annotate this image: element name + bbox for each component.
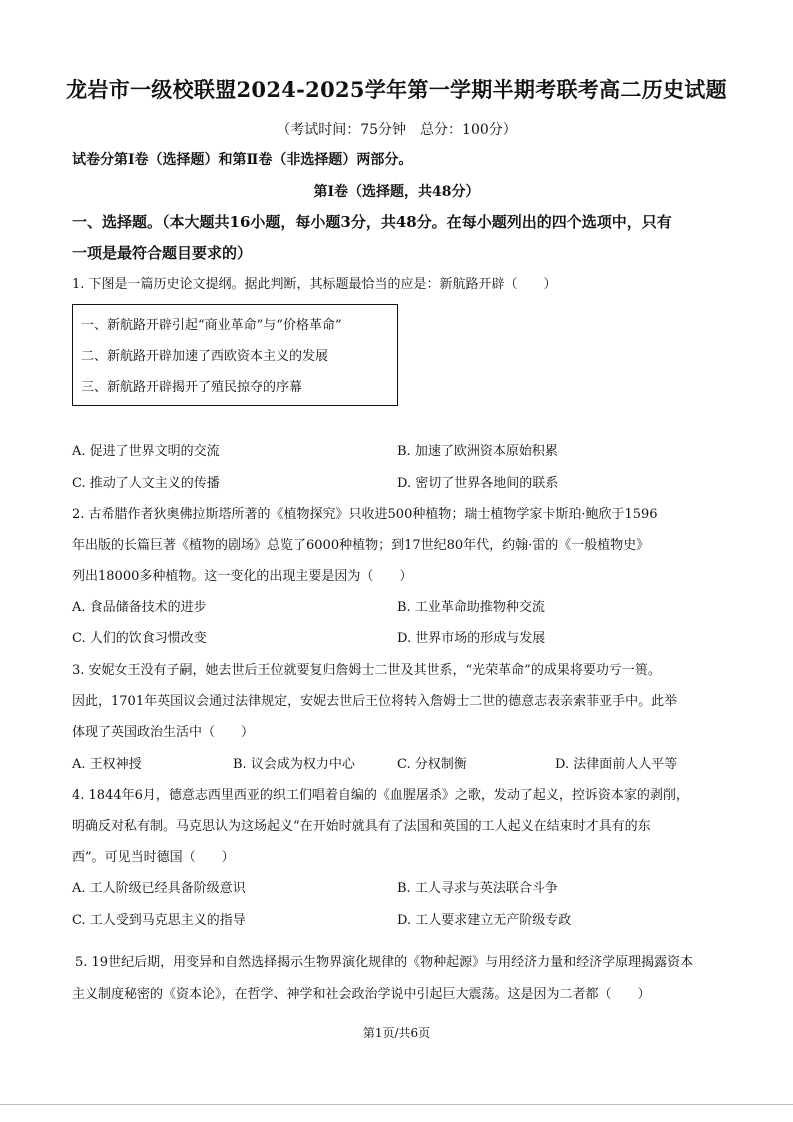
intro-text: 试卷分第Ⅰ卷（选择题）和第Ⅱ卷（非选择题）两部分。 [72,152,413,168]
q4-stem-line2: 明确反对私有制。马克思认为这场起义“在开始时就具有了法国和英国的工人起义在结束时才具有的东 [72,819,651,834]
exam-title: 龙岩市一级校联盟2024-2025学年第一学期半期考联考高二历史试题 [66,77,727,102]
q2-option-c: C. 人们的饮食习惯改变 [72,631,207,646]
q2-option-d: D. 世界市场的形成与发展 [397,631,546,646]
q3-option-a: A. 王权神授 [72,757,142,772]
q3-option-c: C. 分权制衡 [397,757,467,772]
q1-option-d: D. 密切了世界各地间的联系 [397,476,559,491]
q4-option-c: C. 工人受到马克思主义的指导 [72,913,246,928]
q4-stem-line1: 4. 1844年6月，德意志西里西亚的织工们唱着自编的《血腥屠杀》之歌，发动了起义，控诉资本家的剥削， [72,788,689,803]
q3-option-b: B. 议会成为权力中心 [233,757,355,772]
q3-stem-line2: 因此，1701年英国议会通过法律规定，安妮去世后王位将转入詹姆士二世的德意志表亲索菲亚手中。此举 [72,694,678,709]
q2-stem-line2: 年出版的长篇巨著《植物的剧场》总览了6000种植物；到17世纪80年代，约翰·雷的《一般植物史》 [72,538,650,553]
outline-item: 二、新航路开辟加速了西欧资本主义的发展 [81,349,329,364]
page-bottom-rule [0,1104,793,1105]
part1-title: 第Ⅰ卷（选择题，共48分） [313,184,480,200]
q1-option-a: A. 促进了世界文明的交流 [72,444,220,459]
q4-option-a: A. 工人阶级已经具备阶级意识 [72,881,246,896]
outline-item: 三、新航路开辟揭开了殖民掠夺的序幕 [81,380,303,395]
q4-option-b: B. 工人寻求与英法联合斗争 [397,881,558,896]
q5-stem-line1: 5. 19世纪后期，用变异和自然选择揭示生物界演化规律的《物种起源》与用经济力量和经济学原理揭露资本 [75,955,694,970]
q3-stem-line1: 3. 安妮女王没有子嗣，她去世后王位就要复归詹姆士二世及其世系，“光荣革命”的成果将要功亏一篑。 [72,663,661,678]
q2-stem-line3: 列出18000多种植物。这一变化的出现主要是因为（ ） [72,569,413,584]
q1-option-c: C. 推动了人文主义的传播 [72,476,220,491]
page-footer: 第1页/共6页 [362,1026,431,1040]
section1-heading-line1: 一、选择题。（本大题共16小题，每小题3分，共48分。在每小题列出的四个选项中，只有 [72,213,672,231]
outline-item: 一、新航路开辟引起“商业革命”与“价格革命” [81,318,342,333]
q5-stem-line2: 主义制度秘密的《资本论》，在哲学、神学和社会政治学说中引起巨大震荡。这是因为二者都（ ） [72,987,651,1002]
q1-option-b: B. 加速了欧洲资本原始积累 [397,444,558,459]
q1-outline-box [72,304,398,406]
q2-option-b: B. 工业革命助推物种交流 [397,600,545,615]
section1-heading-line2: 一项是最符合题目要求的） [72,244,253,262]
q2-option-a: A. 食品储备技术的进步 [72,600,207,615]
q4-stem-line3: 西”。可见当时德国（ ） [72,850,235,865]
q3-stem-line3: 体现了英国政治生活中（ ） [72,725,255,740]
q1-stem: 1. 下图是一篇历史论文提纲。据此判断，其标题最恰当的应是：新航路开辟（ ） [72,277,557,292]
q3-option-d: D. 法律面前人人平等 [555,757,678,772]
q2-stem-line1: 2. 古希腊作者狄奥佛拉斯塔所著的《植物探究》只收进500种植物；瑞士植物学家卡斯珀·鲍欣于1596 [72,507,658,522]
q4-option-d: D. 工人要求建立无产阶级专政 [397,913,572,928]
exam-info: （考试时间：75分钟 总分：100分） [276,122,517,138]
